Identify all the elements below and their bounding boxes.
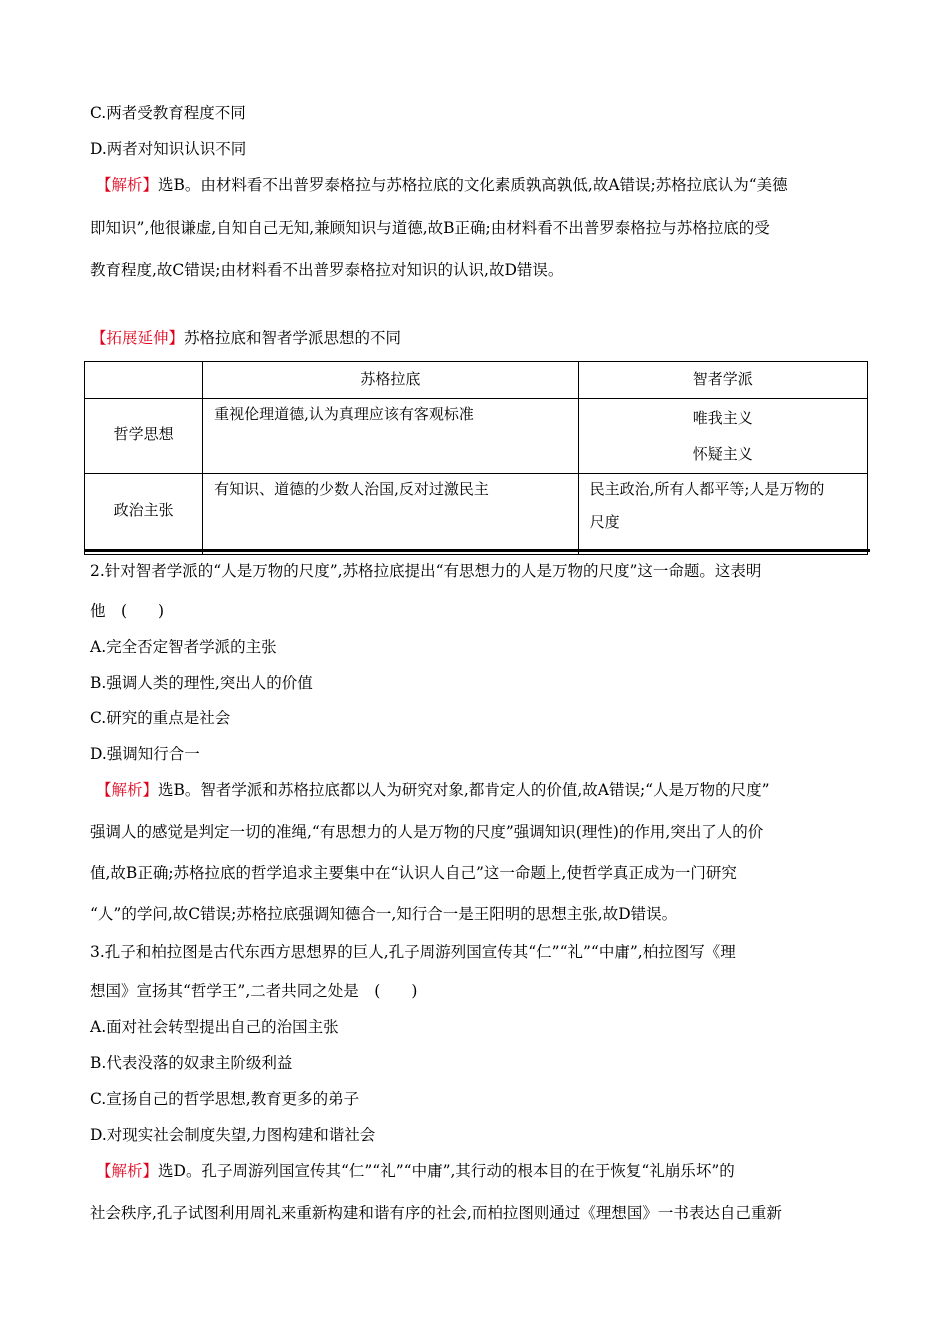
comparison-table	[84, 361, 868, 555]
table-row	[85, 474, 868, 555]
analysis-text: “人”的学问,故C错误;苏格拉底强调知德合一,知行合一是王阳明的思想主张,故D错误。	[90, 905, 678, 923]
option-b: B.代表没落的奴隶主阶级利益	[90, 1054, 293, 1072]
analysis-paragraph	[96, 175, 788, 195]
extension-tag: 【拓展延伸】	[91, 329, 185, 347]
header-socrates: 苏格拉底	[360, 370, 421, 388]
analysis-text: 值,故B正确;苏格拉底的哲学追求主要集中在“认识人自己”这一命题上,使哲学真正成为一门研究	[90, 864, 737, 882]
sophists-text: 怀疑主义	[692, 445, 753, 463]
table-header-cell	[578, 362, 867, 399]
analysis-text: 教育程度,故C错误;由材料看不出普罗泰格拉对知识的认识,故D错误。	[90, 261, 564, 279]
question-3-stem: 想国》宣扬其“哲学王”,二者共同之处是 ( )	[90, 982, 418, 1000]
analysis-tag: 【解析】	[96, 781, 159, 799]
sophists-text: 尺度	[589, 513, 620, 531]
analysis-text: 选D。孔子周游列国宣传其“仁”“礼”“中庸”,其行动的根本目的在于恢复“礼崩乐坏”的	[158, 1162, 735, 1180]
option-d: D.对现实社会制度失望,力图构建和谐社会	[90, 1126, 376, 1144]
socrates-cell	[203, 399, 578, 474]
row-label: 政治主张	[113, 501, 174, 519]
row-label-cell	[85, 399, 203, 474]
socrates-text: 重视伦理道德,认为真理应该有客观标准	[214, 405, 474, 423]
sophists-cell	[578, 474, 867, 555]
analysis-paragraph	[96, 780, 770, 800]
analysis-text: 社会秩序,孔子试图利用周礼来重新构建和谐有序的社会,而柏拉图则通过《理想国》一书表达自己重新	[90, 1204, 782, 1222]
table-header-cell	[203, 362, 578, 399]
question-3-stem: 3.孔子和柏拉图是古代东西方思想界的巨人,孔子周游列国宣传其“仁”“礼”“中庸”,柏拉图写《理	[90, 943, 736, 961]
row-label-cell	[85, 474, 203, 555]
extension-title: 苏格拉底和智者学派思想的不同	[184, 329, 402, 347]
table-header-row	[85, 362, 868, 399]
analysis-text: 选B。由材料看不出普罗泰格拉与苏格拉底的文化素质孰高孰低,故A错误;苏格拉底认为“美德	[158, 176, 788, 194]
analysis-text: 即知识”,他很谦虚,自知自己无知,兼顾知识与道德,故B正确;由材料看不出普罗泰格拉与苏格拉底的受	[90, 219, 770, 237]
table-header-empty	[85, 362, 203, 399]
question-2-stem: 2.针对智者学派的“人是万物的尺度”,苏格拉底提出“有思想力的人是万物的尺度”这一命题。这表明	[90, 562, 762, 580]
sophists-text: 民主政治,所有人都平等;人是万物的	[589, 480, 825, 498]
table-row	[85, 399, 868, 474]
extension-heading	[91, 328, 401, 348]
analysis-tag: 【解析】	[96, 176, 159, 194]
analysis-tag: 【解析】	[96, 1162, 159, 1180]
option-c: C.宣扬自己的哲学思想,教育更多的弟子	[90, 1090, 360, 1108]
sophists-text: 唯我主义	[692, 409, 753, 427]
analysis-text: 选B。智者学派和苏格拉底都以人为研究对象,都肯定人的价值,故A错误;“人是万物的尺度”	[158, 781, 770, 799]
header-sophists: 智者学派	[692, 370, 753, 388]
analysis-paragraph	[96, 1161, 735, 1181]
option-c: C.两者受教育程度不同	[90, 104, 246, 122]
option-c: C.研究的重点是社会	[90, 709, 231, 727]
option-d: D.强调知行合一	[90, 745, 200, 763]
option-a: A.完全否定智者学派的主张	[90, 638, 277, 656]
sophists-cell	[578, 399, 867, 474]
analysis-text: 强调人的感觉是判定一切的准绳,“有思想力的人是万物的尺度”强调知识(理性)的作用,突出了人的价	[90, 823, 764, 841]
question-2-stem: 他 ( )	[90, 602, 165, 620]
socrates-text: 有知识、道德的少数人治国,反对过激民主	[214, 480, 489, 498]
option-a: A.面对社会转型提出自己的治国主张	[90, 1018, 339, 1036]
socrates-cell	[203, 474, 578, 555]
table-bottom-border	[84, 549, 870, 552]
option-d: D.两者对知识认识不同	[90, 140, 247, 158]
row-label: 哲学思想	[113, 425, 174, 443]
option-b: B.强调人类的理性,突出人的价值	[90, 674, 313, 692]
